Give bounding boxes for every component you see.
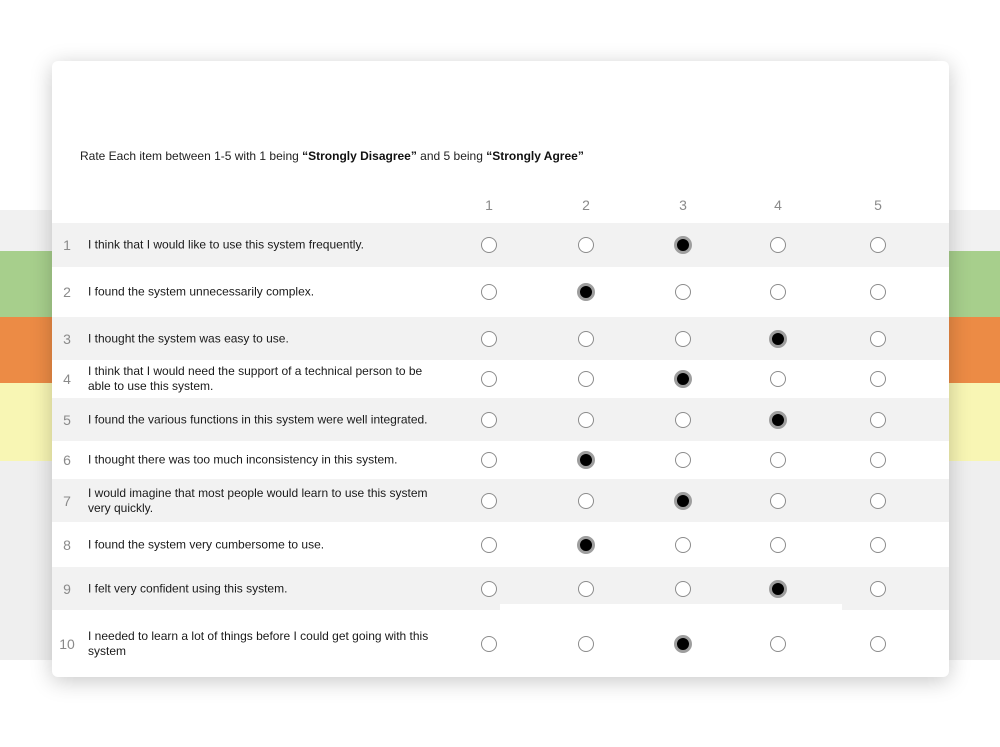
rating-radio-2[interactable]	[577, 283, 595, 301]
rating-radio-2[interactable]	[578, 237, 594, 253]
survey-instructions	[80, 149, 584, 163]
rating-radio-2[interactable]	[578, 371, 594, 387]
rating-radio-3[interactable]	[675, 452, 691, 468]
rating-radio-4[interactable]	[770, 284, 786, 300]
rating-radio-1[interactable]	[481, 537, 497, 553]
row-number: 5	[63, 411, 71, 428]
row-number: 1	[63, 237, 71, 253]
rating-radio-4[interactable]	[770, 371, 786, 387]
rating-radio-3[interactable]	[675, 284, 691, 300]
rating-radio-3[interactable]	[675, 331, 691, 347]
statement-text: I would imagine that most people would learn to use this system very quickly.	[88, 485, 428, 515]
rating-radio-3[interactable]	[675, 537, 691, 553]
row-number: 6	[63, 452, 71, 468]
survey-row	[52, 479, 949, 522]
rating-radio-4[interactable]	[770, 237, 786, 253]
rating-radio-3[interactable]	[674, 236, 692, 254]
survey-card	[52, 61, 949, 677]
survey-row	[52, 398, 949, 441]
statement-text: I thought there was too much inconsistency in this system.	[88, 452, 398, 467]
row-number: 9	[63, 580, 71, 597]
rating-radio-5[interactable]	[870, 331, 886, 347]
statement-text: I found the system unnecessarily complex.	[88, 284, 315, 299]
scale-label-4: 4	[774, 197, 782, 213]
rating-radio-2[interactable]	[578, 636, 594, 652]
instructions-prefix: Rate Each item between 1-5 with 1 being	[80, 149, 303, 163]
survey-row	[52, 267, 949, 317]
rating-radio-1[interactable]	[481, 493, 497, 509]
rating-radio-4[interactable]	[769, 580, 787, 598]
row-number: 4	[63, 371, 71, 387]
row-number: 7	[63, 492, 71, 509]
scale-label-5: 5	[874, 197, 882, 213]
rating-radio-4[interactable]	[770, 636, 786, 652]
rating-radio-3[interactable]	[675, 581, 691, 597]
rating-radio-5[interactable]	[870, 412, 886, 428]
row-number: 3	[63, 330, 71, 347]
rating-radio-3[interactable]	[674, 370, 692, 388]
rating-radio-1[interactable]	[481, 237, 497, 253]
statement-text: I needed to learn a lot of things before I could get going with this system	[88, 628, 429, 658]
rating-radio-5[interactable]	[870, 371, 886, 387]
statement-text: I think that I would need the support of a technical person to be able to use this system.	[88, 364, 423, 393]
rating-radio-2[interactable]	[577, 451, 595, 469]
rating-radio-1[interactable]	[481, 371, 497, 387]
rating-radio-5[interactable]	[870, 284, 886, 300]
rating-radio-5[interactable]	[870, 537, 886, 553]
statement-text: I felt very confident using this system.	[88, 581, 288, 595]
rating-radio-1[interactable]	[481, 284, 497, 300]
row-number: 8	[63, 536, 71, 553]
rating-radio-2[interactable]	[577, 536, 595, 554]
survey-row	[52, 522, 949, 567]
survey-row	[52, 610, 949, 677]
survey-row	[52, 223, 949, 267]
scale-label-2: 2	[582, 197, 590, 213]
divider-mask	[500, 604, 842, 610]
rating-radio-1[interactable]	[481, 581, 497, 597]
rating-radio-4[interactable]	[770, 537, 786, 553]
statement-text: I thought the system was easy to use.	[88, 331, 289, 345]
rating-radio-5[interactable]	[870, 237, 886, 253]
rating-radio-3[interactable]	[675, 412, 691, 428]
rating-radio-1[interactable]	[481, 412, 497, 428]
statement-text: I found the various functions in this system were well integrated.	[88, 412, 428, 426]
scale-label-1: 1	[485, 197, 493, 213]
rating-radio-3[interactable]	[674, 635, 692, 653]
rating-radio-1[interactable]	[481, 452, 497, 468]
row-number: 10	[59, 635, 75, 652]
rating-radio-3[interactable]	[674, 492, 692, 510]
rating-radio-4[interactable]	[769, 411, 787, 429]
statement-text: I think that I would like to use this system frequently.	[88, 237, 364, 252]
rating-radio-5[interactable]	[870, 452, 886, 468]
instructions-middle: and 5 being	[416, 149, 487, 163]
scale-label-3: 3	[679, 197, 687, 213]
survey-row	[52, 360, 949, 398]
rating-radio-5[interactable]	[870, 581, 886, 597]
statement-text: I found the system very cumbersome to use.	[88, 537, 325, 551]
rating-radio-2[interactable]	[578, 581, 594, 597]
instructions-high-label: “Strongly Agree”	[486, 149, 584, 163]
rating-radio-2[interactable]	[578, 331, 594, 347]
rating-radio-5[interactable]	[870, 493, 886, 509]
rating-radio-5[interactable]	[870, 636, 886, 652]
rating-radio-1[interactable]	[481, 636, 497, 652]
rating-radio-4[interactable]	[770, 452, 786, 468]
instructions-low-label: “Strongly Disagree”	[302, 149, 417, 163]
rating-radio-1[interactable]	[481, 331, 497, 347]
survey-row	[52, 317, 949, 360]
rating-radio-2[interactable]	[578, 412, 594, 428]
rating-radio-2[interactable]	[578, 493, 594, 509]
rating-radio-4[interactable]	[769, 330, 787, 348]
survey-row	[52, 441, 949, 479]
row-number: 2	[63, 284, 71, 300]
rating-radio-4[interactable]	[770, 493, 786, 509]
